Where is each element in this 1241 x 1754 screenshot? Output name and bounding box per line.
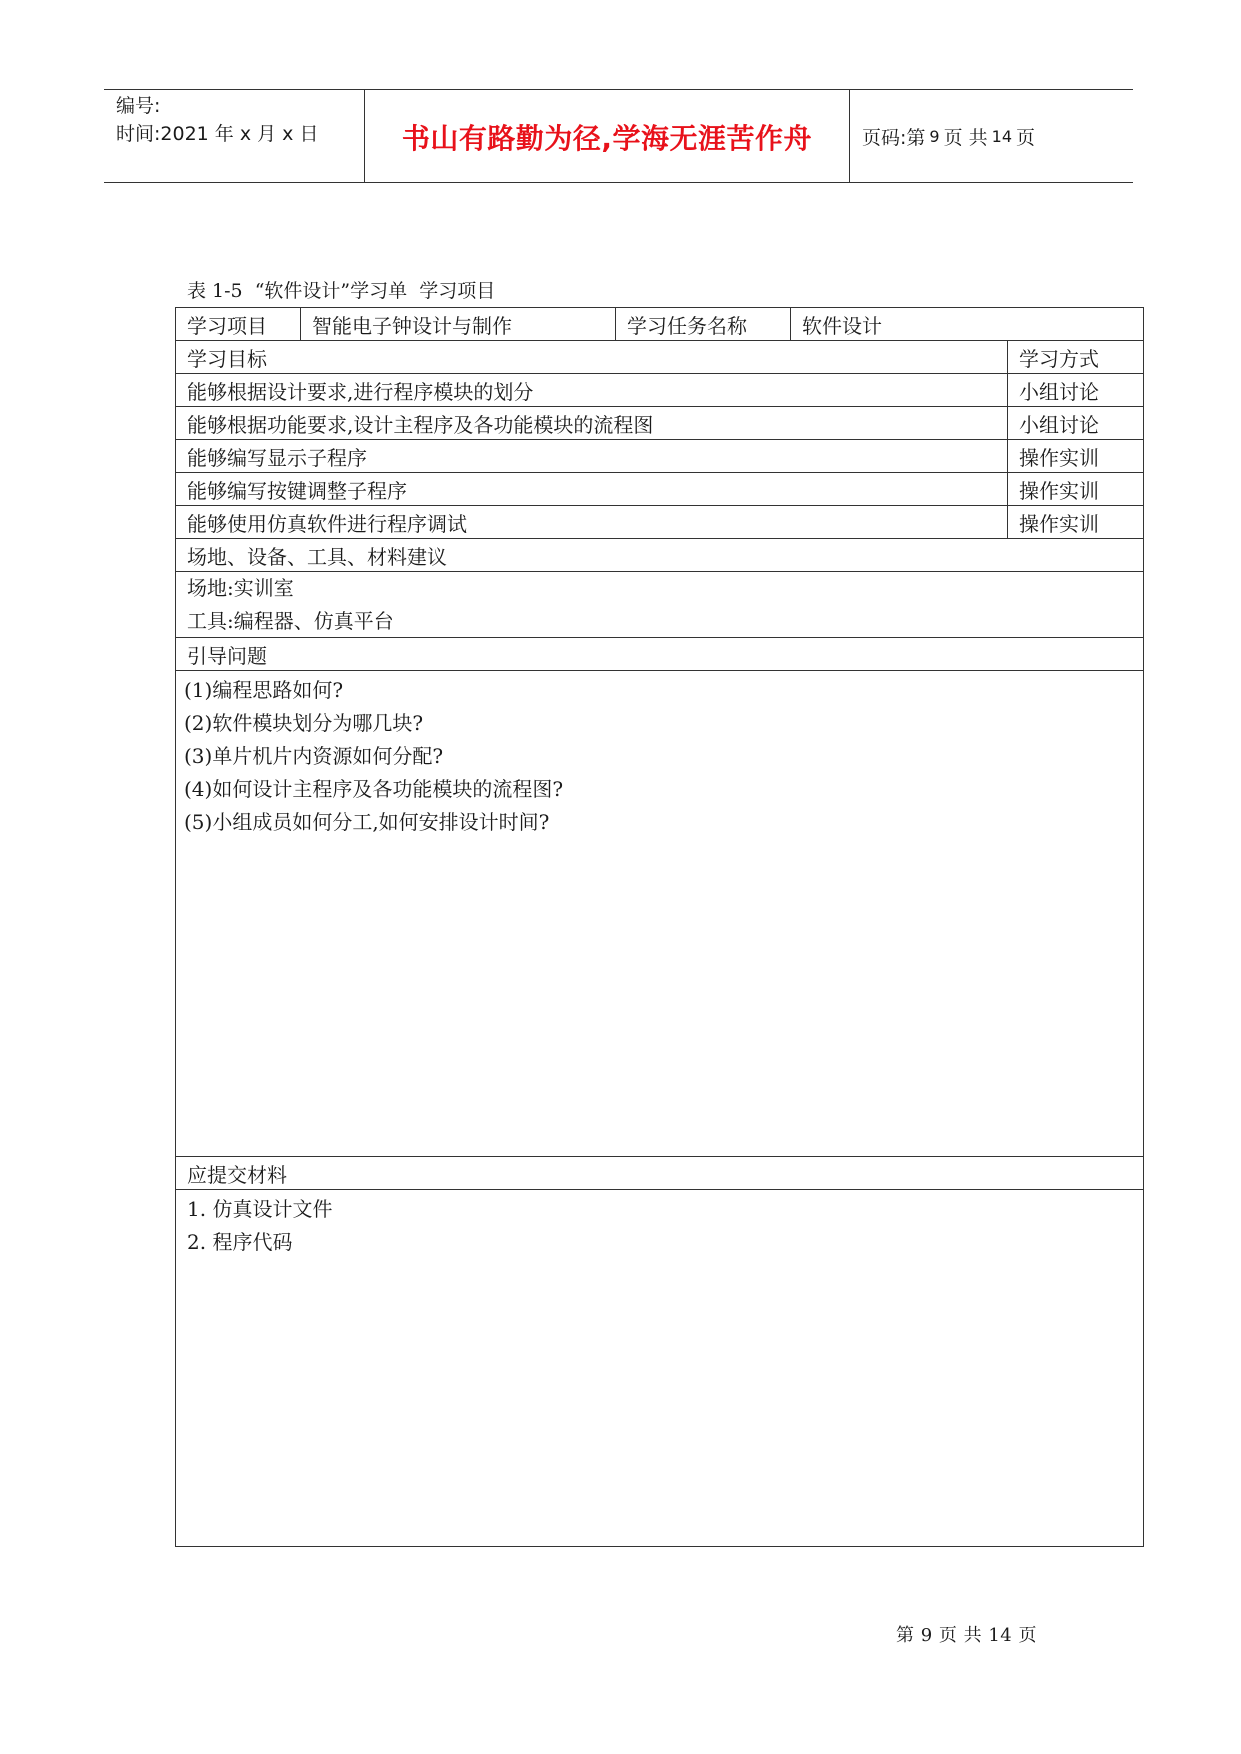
number-label: 编号:: [116, 95, 161, 117]
questions-block: [176, 671, 1143, 1157]
page-indicator: [850, 90, 1133, 182]
method-header: 学习方式: [1007, 341, 1143, 373]
project-row: [176, 308, 1143, 341]
goal-row: [176, 374, 1143, 407]
goal-header: 学习目标: [187, 346, 267, 371]
resources-block: [176, 572, 1143, 638]
page-prefix: 页码:第: [862, 126, 926, 149]
goal-method: 操作实训: [1007, 506, 1143, 538]
question-item: (5)小组成员如何分工,如何安排设计时间?: [184, 810, 550, 834]
question-item: (1)编程思路如何?: [184, 678, 344, 702]
goals-header-row: [176, 341, 1143, 374]
motto: 书山有路勤为径,学海无涯苦作舟: [365, 90, 850, 182]
document-header: [104, 89, 1133, 183]
page-footer: 第 9 页 共 14 页: [896, 1625, 1037, 1646]
questions-header: 引导问题: [187, 643, 267, 668]
question-item: (3)单片机片内资源如何分配?: [184, 744, 444, 768]
goal-method: 操作实训: [1007, 440, 1143, 472]
project-label: 学习项目: [187, 313, 267, 338]
submit-header-row: [176, 1157, 1143, 1190]
question-item: (4)如何设计主程序及各功能模块的流程图?: [184, 777, 564, 801]
resource-item: 场地:实训室: [187, 576, 294, 600]
page-suffix: 页: [1016, 126, 1036, 149]
table-caption: 表 1-5 “软件设计”学习单 学习项目: [187, 280, 496, 302]
goal-method: 小组讨论: [1007, 374, 1143, 406]
project-value: 智能电子钟设计与制作: [300, 308, 615, 340]
page-current: 9: [929, 126, 940, 146]
goal-row: [176, 473, 1143, 506]
submit-item: 1. 仿真设计文件: [187, 1197, 333, 1221]
page-middle: 页 共: [943, 126, 988, 149]
resources-header-row: [176, 539, 1143, 572]
goal-method: 操作实训: [1007, 473, 1143, 505]
goal-text: 能够编写按键调整子程序: [187, 478, 407, 503]
question-item: (2)软件模块划分为哪几块?: [184, 711, 424, 735]
submit-item: 2. 程序代码: [187, 1230, 293, 1254]
header-meta: [104, 90, 365, 182]
goal-text: 能够使用仿真软件进行程序调试: [187, 511, 467, 536]
task-label: 学习任务名称: [615, 308, 790, 340]
submit-header: 应提交材料: [187, 1162, 287, 1187]
resources-header: 场地、设备、工具、材料建议: [187, 544, 447, 569]
page-total: 14: [991, 126, 1012, 146]
goal-text: 能够编写显示子程序: [187, 445, 367, 470]
goal-method: 小组讨论: [1007, 407, 1143, 439]
goal-text: 能够根据设计要求,进行程序模块的划分: [187, 379, 534, 404]
study-sheet-table: [175, 307, 1144, 1547]
questions-header-row: [176, 638, 1143, 671]
time-label: 时间:2021 年 x 月 x 日: [116, 123, 319, 145]
goal-text: 能够根据功能要求,设计主程序及各功能模块的流程图: [187, 412, 654, 437]
goal-row: [176, 506, 1143, 539]
goal-row: [176, 440, 1143, 473]
task-value: 软件设计: [790, 308, 1143, 340]
goal-row: [176, 407, 1143, 440]
resource-item: 工具:编程器、仿真平台: [187, 609, 394, 633]
submit-block: [176, 1190, 1143, 1546]
